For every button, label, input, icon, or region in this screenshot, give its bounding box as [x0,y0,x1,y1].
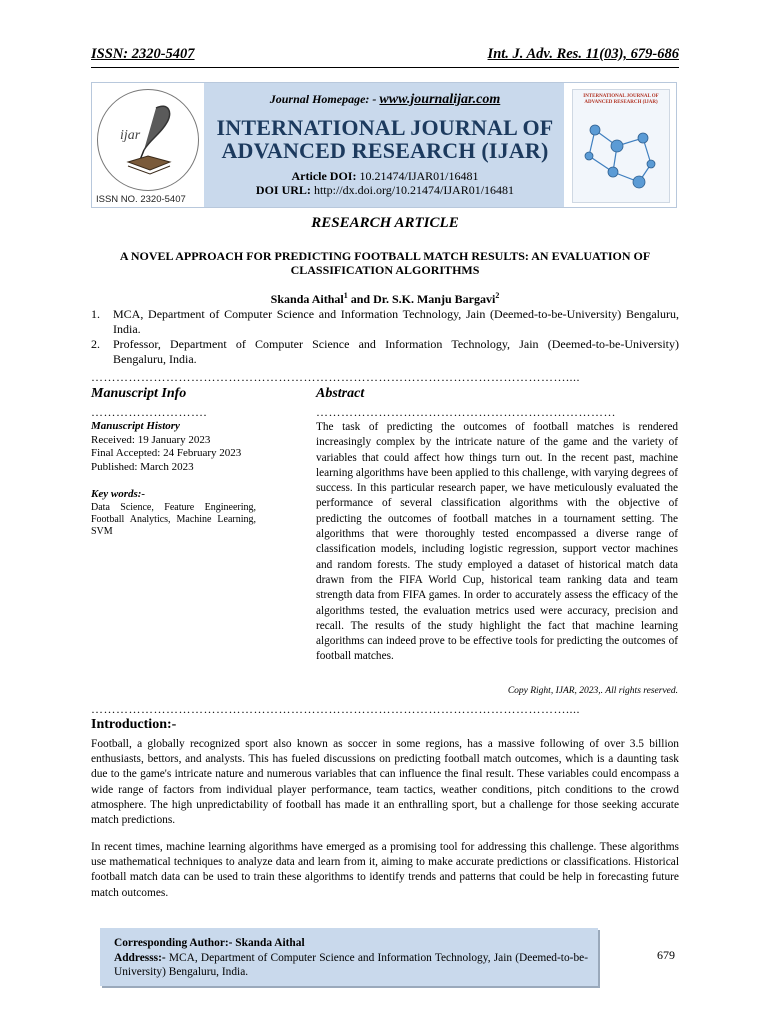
journal-title-line1: INTERNATIONAL JOURNAL OF [216,115,554,140]
logo-circle [97,89,199,191]
cover-image [572,89,670,203]
molecule-icon [573,90,669,202]
affiliation-item [91,337,679,367]
author-and: and [347,292,374,306]
journal-title [204,116,566,162]
author-2-sup: 2 [495,291,500,300]
manuscript-info [91,420,256,538]
separator-bottom: …………………………………………………………………………………………………….... [91,703,580,715]
abstract-dots: ……………………………………………………………… [316,405,616,419]
affiliation-number: 1. [91,307,100,321]
published-date: Published: March 2023 [91,460,194,473]
introduction-paragraph-1: Football, a globally recognized sport also known as soccer in some regions, has a massive following of over 3.5 billion enthusiasts, bettors, and analysts. This has fueled discussions on predicting football match outcomes, which is a daunting task due to the game's intricate nature and numerous variables that can influence the final result. These variables could encompass a wide range of factors from individual player performance, team tactics, weather conditions, pitch conditions to the crowd atmosphere. The high unpredictability of football has made it an enthralling sport, but a challenge for those seeking accurate match predictions. [91,738,679,827]
journal-title-line2: ADVANCED RESEARCH (IJAR) [221,138,549,163]
doi-url-link[interactable]: http://dx.doi.org/10.21474/IJAR01/16481 [313,183,515,197]
affiliation-text: Professor, Department of Computer Science and Information Technology, Jain (Deemed-to-be-University) Bengaluru, India. [113,337,679,366]
article-type: RESEARCH ARTICLE [311,215,459,231]
page-number: 679 [657,948,675,962]
author-1-sup: 1 [343,291,348,300]
author-2: Dr. S.K. Manju Bargavi [373,292,496,306]
manuscript-history-label: Manuscript History [91,420,180,432]
keywords-text: Data Science, Feature Engineering, Football Analytics, Machine Learning, SVM [91,501,256,537]
journal-reference: Int. J. Adv. Res. 11(03), 679-686 [487,46,679,62]
journal-logo [92,83,204,207]
quill-book-icon [98,90,198,190]
corresponding-author-box [100,928,598,986]
corresponding-address [114,951,588,980]
affiliation-text: MCA, Department of Computer Science and Information Technology, Jain (Deemed-to-be-University) Bengaluru, India. [113,307,679,336]
affiliations [91,307,679,367]
journal-banner [91,82,677,208]
introduction-heading: Introduction:- [91,717,177,732]
journal-homepage [204,92,566,108]
paper-title: A NOVEL APPROACH FOR PREDICTING FOOTBALL MATCH RESULTS: AN EVALUATION OF CLASSIFICATION ALGORITHMS [119,249,651,277]
article-doi-label: Article DOI: [291,169,357,183]
cover-title: INTERNATIONAL JOURNAL OF ADVANCED RESEARCH (IJAR) [583,94,659,105]
affiliation-item [91,307,679,337]
running-header [91,46,679,68]
affiliation-number: 2. [91,337,100,351]
manuscript-dots: ………………………. [91,405,207,419]
received-date: Received: 19 January 2023 [91,433,211,446]
copyright-notice: Copy Right, IJAR, 2023,. All rights reserved. [507,686,678,696]
homepage-label: Journal Homepage: - [269,92,377,106]
keywords-label: Key words:- [91,488,146,500]
accepted-date: Final Accepted: 24 February 2023 [91,447,242,459]
header-rule [91,67,679,68]
address-text: MCA, Department of Computer Science and Information Technology, Jain (Deemed-to-be-University) Bengaluru, India. [114,951,588,978]
separator-top: …………………………………………………………………………………………………….... [91,371,580,383]
homepage-link[interactable]: www.journalijar.com [379,92,501,107]
logo-text: ijar [120,128,141,143]
manuscript-info-heading: Manuscript Info [91,386,187,401]
journal-cover [564,83,676,207]
introduction-paragraph-2: In recent times, machine learning algorithms have emerged as a promising tool for addressing this challenge. These algorithms use mathematical techniques to analyze data and learn from it, aiming to make accurate predictions or classifications. Historical football match data can be used to train these algorithms to identify trends and patterns that could be help in forecasting future match outcomes. [91,841,679,899]
author-1: Skanda Aithal [270,292,344,306]
address-label: Addresss:- [114,951,166,964]
corresponding-author-label: Corresponding Author:- Skanda Aithal [114,937,305,949]
abstract-text: The task of predicting the outcomes of football matches is rendered increasingly complex by the intricate nature of the game and the variety of variables that could affect how things turn out. In the recent past, machine learning algorithms have been applied to this challenge, with varying degrees of success. In this particular research paper, we have meticulously evaluated the performance of several classification algorithms with the objective of predicting the outcomes of football matches in a tournament setting. The algorithms that were thoroughly tested encompassed a diverse range of classification models, including logistic regression, support vector machines and random forests. The study employed a dataset of historical match data drawn from the FIFA World Cup, historical team ranking data and team strength data from FIFA games. In order to accurately assess the efficacy of the algorithms tested, the evaluation metrics used were accuracy, precision and recall. The results of the study highlight the fact that machine learning algorithms can indeed prove to be effective tools for predicting the outcomes of football matches. [316,421,679,663]
author-line [91,291,679,307]
logo-issn: ISSN NO. 2320-5407 [96,194,186,205]
article-doi-block [204,169,566,197]
abstract-heading: Abstract [316,386,365,401]
issn-label: ISSN: 2320-5407 [91,46,195,62]
article-doi: 10.21474/IJAR01/16481 [359,169,479,183]
doi-url-label: DOI URL: [255,183,311,197]
